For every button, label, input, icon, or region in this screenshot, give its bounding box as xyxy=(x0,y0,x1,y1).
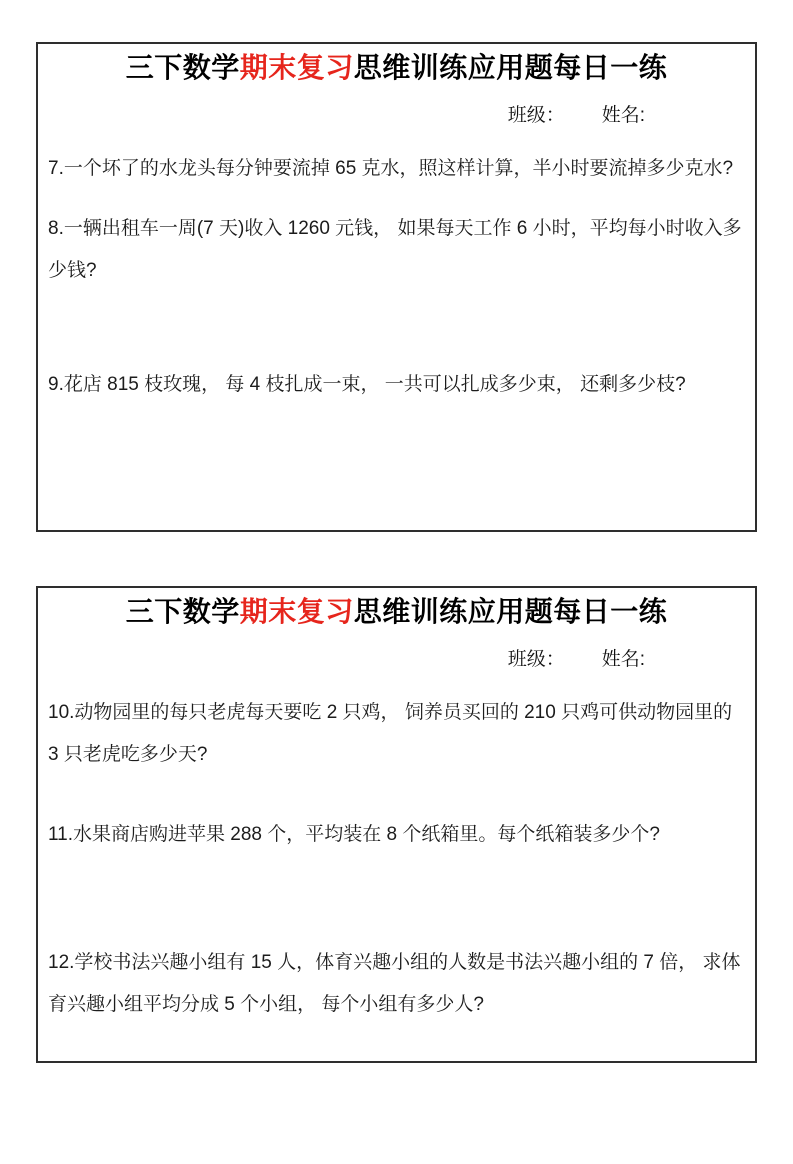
name-field-label: 姓名: xyxy=(601,105,645,126)
class-name-row xyxy=(48,648,745,672)
title-highlight: 期末复习 xyxy=(239,596,354,627)
title-suffix: 思维训练应用题每日一练 xyxy=(353,596,668,627)
title-prefix: 三下数学 xyxy=(125,596,240,627)
name-field-label: 姓名: xyxy=(601,649,645,670)
question-11: 11.水果商店购进苹果 288 个，平均装在 8 个纸箱里。每个纸箱装多少个? xyxy=(48,824,660,845)
worksheet-section-1 xyxy=(36,42,757,532)
title-prefix: 三下数学 xyxy=(125,52,240,83)
class-field-label: 班级： xyxy=(507,105,565,126)
question-7: 7.一个坏了的水龙头每分钟要流掉 65 克水，照这样计算，半小时要流掉多少克水? xyxy=(48,158,734,179)
title-highlight: 期末复习 xyxy=(239,52,354,83)
question-10: 10.动物园里的每只老虎每天要吃 2 只鸡， 饲养员买回的 210 只鸡可供动物园里的 3 只老虎吃多少天? xyxy=(48,702,733,765)
worksheet-title xyxy=(48,594,745,630)
worksheet-title xyxy=(48,50,745,86)
worksheet-section-2 xyxy=(36,586,757,1063)
question-8: 8.一辆出租车一周(7 天)收入 1260 元钱， 如果每天工作 6 小时，平均每小时收入多少钱? xyxy=(48,218,742,281)
class-name-row xyxy=(48,104,745,128)
class-field-label: 班级： xyxy=(507,649,565,670)
question-9: 9.花店 815 枝玫瑰， 每 4 枝扎成一束， 一共可以扎成多少束， 还剩多少枝? xyxy=(48,374,686,395)
question-12: 12.学校书法兴趣小组有 15 人，体育兴趣小组的人数是书法兴趣小组的 7 倍， 求体育兴趣小组平均分成 5 个小组， 每个小组有多少人? xyxy=(48,952,741,1015)
title-suffix: 思维训练应用题每日一练 xyxy=(353,52,668,83)
